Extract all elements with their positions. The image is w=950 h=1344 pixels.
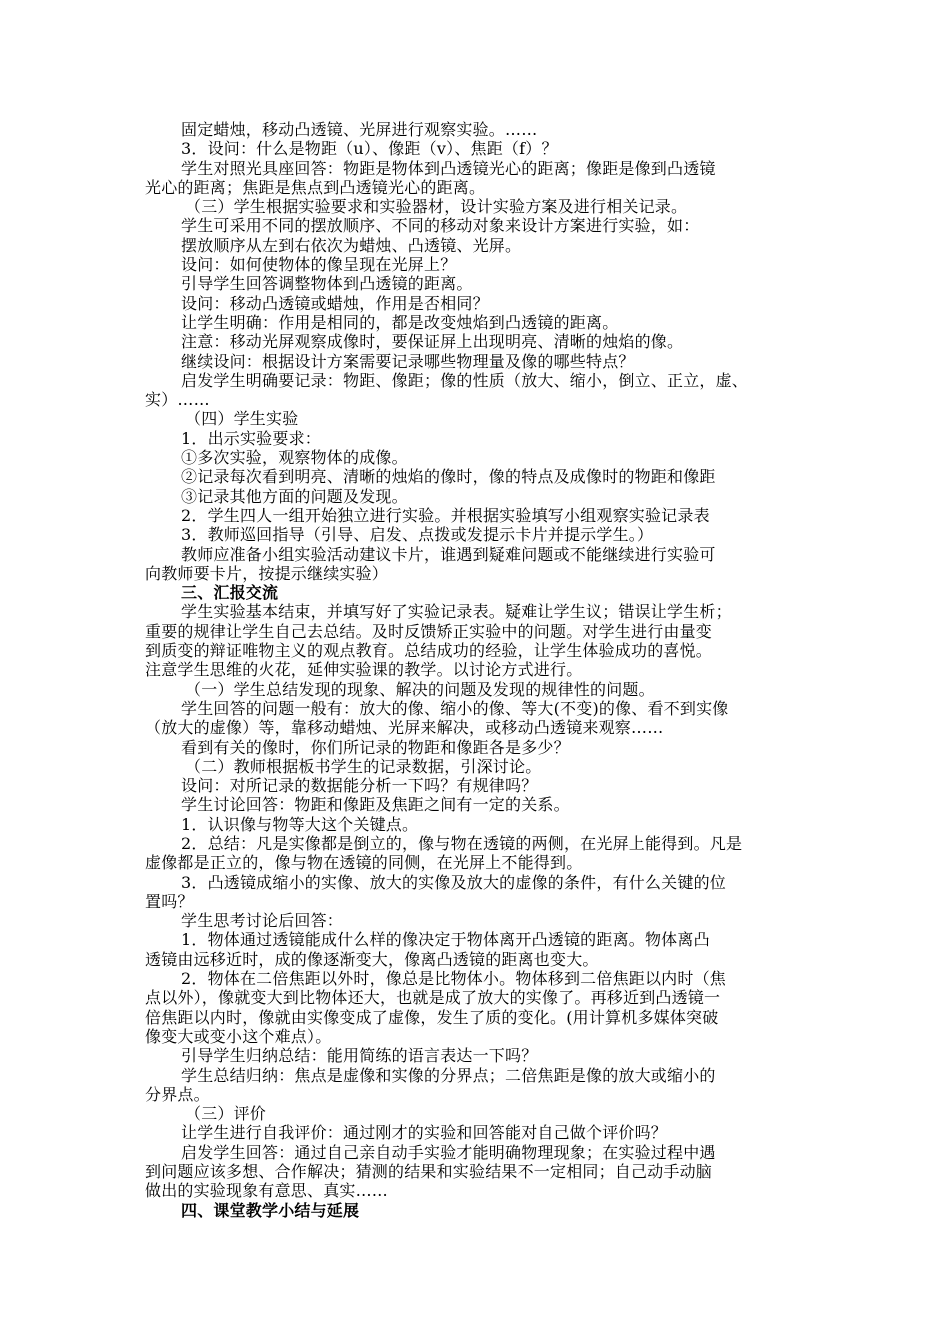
paragraph-line: 学生讨论回答：物距和像距及焦距之间有一定的关系。 [181,795,570,815]
paragraph-line: 1．物体通过透镜能成什么样的像决定于物体离开凸透镜的距离。物体离凸 [181,930,710,950]
paragraph-line: 做出的实验现象有意思、真实…… [145,1181,389,1201]
paragraph-line: 实）…… [145,390,210,410]
paragraph-line: 引导学生归纳总结：能用简练的语言表达一下吗？ [181,1046,538,1066]
paragraph-line: （四）学生实验 [185,409,299,429]
paragraph-line: 设问：如何使物体的像呈现在光屏上？ [181,255,457,275]
paragraph-line: 学生回答的问题一般有：放大的像、缩小的像、等大(不变)的像、看不到实像 [181,698,729,718]
paragraph-line: ③记录其他方面的问题及发现。 [181,486,408,506]
section-heading: 四、课堂教学小结与延展 [181,1200,360,1220]
paragraph-line: 学生实验基本结束，并填写好了实验记录表。疑难让学生议；错误让学生析； [181,602,732,622]
paragraph-line: 3．凸透镜成缩小的实像、放大的实像及放大的虚像的条件，有什么关键的位 [181,872,726,892]
paragraph-line: 学生对照光具座回答：物距是物体到凸透镜光心的距离；像距是像到凸透镜 [181,158,716,178]
paragraph-line: 置吗？ [145,891,194,911]
paragraph-line: 学生可采用不同的摆放顺序、不同的移动对象来设计方案进行实验，如： [181,216,700,236]
paragraph-line: 2．学生四人一组开始独立进行实验。并根据实验填写小组观察实验记录表 [181,505,710,525]
paragraph-line: 启发学生明确要记录：物距、像距；像的性质（放大、缩小，倒立、正立，虚、 [181,370,749,390]
paragraph-line: 注意：移动光屏观察成像时，要保证屏上出现明亮、清晰的烛焰的像。 [181,332,684,352]
paragraph-line: 看到有关的像时，你们所记录的物距和像距各是多少？ [181,737,570,757]
paragraph-line: 到质变的辩证唯物主义的观点教育。总结成功的经验，让学生体验成功的喜悦。 [145,641,713,661]
paragraph-line: 3．教师巡回指导（引导、启发、点拨或发提示卡片并提示学生。） [181,525,654,545]
paragraph-line: （三）评价 [185,1104,267,1124]
paragraph-line: （二）教师根据板书学生的记录数据，引深讨论。 [185,756,542,776]
paragraph-line: 引导学生回答调整物体到凸透镜的距离。 [181,274,473,294]
paragraph-line: 透镜由远移近时，成的像逐渐变大，像离凸透镜的距离也变大。 [145,949,599,969]
paragraph-line: 设问：移动凸透镜或蜡烛，作用是否相同？ [181,293,489,313]
paragraph-line: 摆放顺序从左到右依次为蜡烛、凸透镜、光屏。 [181,235,522,255]
paragraph-line: 点以外），像就变大到比物体还大，也就是成了放大的实像了。再移近到凸透镜一 [145,988,721,1008]
paragraph-line: （三）学生根据实验要求和实验器材，设计实验方案及进行相关记录。 [185,197,688,217]
paragraph-line: 注意学生思维的火花，延伸实验课的教学。以讨论方式进行。 [145,660,583,680]
paragraph-line: 启发学生回答：通过自己亲自动手实验才能明确物理现象；在实验过程中遇 [181,1142,716,1162]
paragraph-line: （一）学生总结发现的现象、解决的问题及发现的规律性的问题。 [185,679,655,699]
paragraph-line: 让学生进行自我评价：通过刚才的实验和回答能对自己做个评价吗？ [181,1123,668,1143]
paragraph-line: 2．物体在二倍焦距以外时，像总是比物体小。物体移到二倍焦距以内时（焦 [181,969,726,989]
paragraph-line: 设问：对所记录的数据能分析一下吗？有规律吗？ [181,776,538,796]
paragraph-line: 1．出示实验要求： [181,428,321,448]
paragraph-line: 分界点。 [145,1084,210,1104]
paragraph-line: 到问题应该多想、合作解决；猜测的结果和实验结果不一定相同；自己动手动脑 [145,1162,713,1182]
section-heading: 三、汇报交流 [181,583,279,603]
paragraph-line: 向教师要卡片，按提示继续实验） [145,563,389,583]
paragraph-line: 倍焦距以内时，像就由实像变成了虚像，发生了质的变化。(用计算机多媒体突破 [145,1007,719,1027]
paragraph-line: 教师应准备小组实验活动建议卡片，谁遇到疑难问题或不能继续进行实验可 [181,544,716,564]
paragraph-line: 学生总结归纳：焦点是虚像和实像的分界点；二倍焦距是像的放大或缩小的 [181,1065,716,1085]
paragraph-line: 1．认识像与物等大这个关键点。 [181,814,419,834]
paragraph-line: 2．总结：凡是实像都是倒立的，像与物在透镜的两侧，在光屏上能得到。凡是 [181,833,743,853]
paragraph-line: 光心的距离；焦距是焦点到凸透镜光心的距离。 [145,177,486,197]
paragraph-line: 像变大或变小这个难点）。 [145,1026,332,1046]
paragraph-line: 继续设问：根据设计方案需要记录哪些物理量及像的哪些特点？ [181,351,635,371]
paragraph-line: 固定蜡烛，移动凸透镜、光屏进行观察实验。…… [181,120,538,139]
paragraph-line: ②记录每次看到明亮、清晰的烛焰的像时，像的特点及成像时的物距和像距 [181,467,716,487]
paragraph-line: 让学生明确：作用是相同的，都是改变烛焰到凸透镜的距离。 [181,312,619,332]
paragraph-line: 重要的规律让学生自己去总结。及时反馈矫正实验中的问题。对学生进行由量变 [145,621,713,641]
paragraph-line: （放大的虚像）等，靠移动蜡烛、光屏来解决，或移动凸透镜来观察…… [145,718,664,738]
paragraph-line: ①多次实验，观察物体的成像。 [181,448,408,468]
paragraph-line: 虚像都是正立的，像与物在透镜的同侧，在光屏上不能得到。 [145,853,583,873]
paragraph-line: 3．设问：什么是物距（u）、像距（v）、焦距（f）？ [181,139,558,159]
paragraph-line: 学生思考讨论后回答： [181,911,344,931]
document-page [145,120,815,1220]
